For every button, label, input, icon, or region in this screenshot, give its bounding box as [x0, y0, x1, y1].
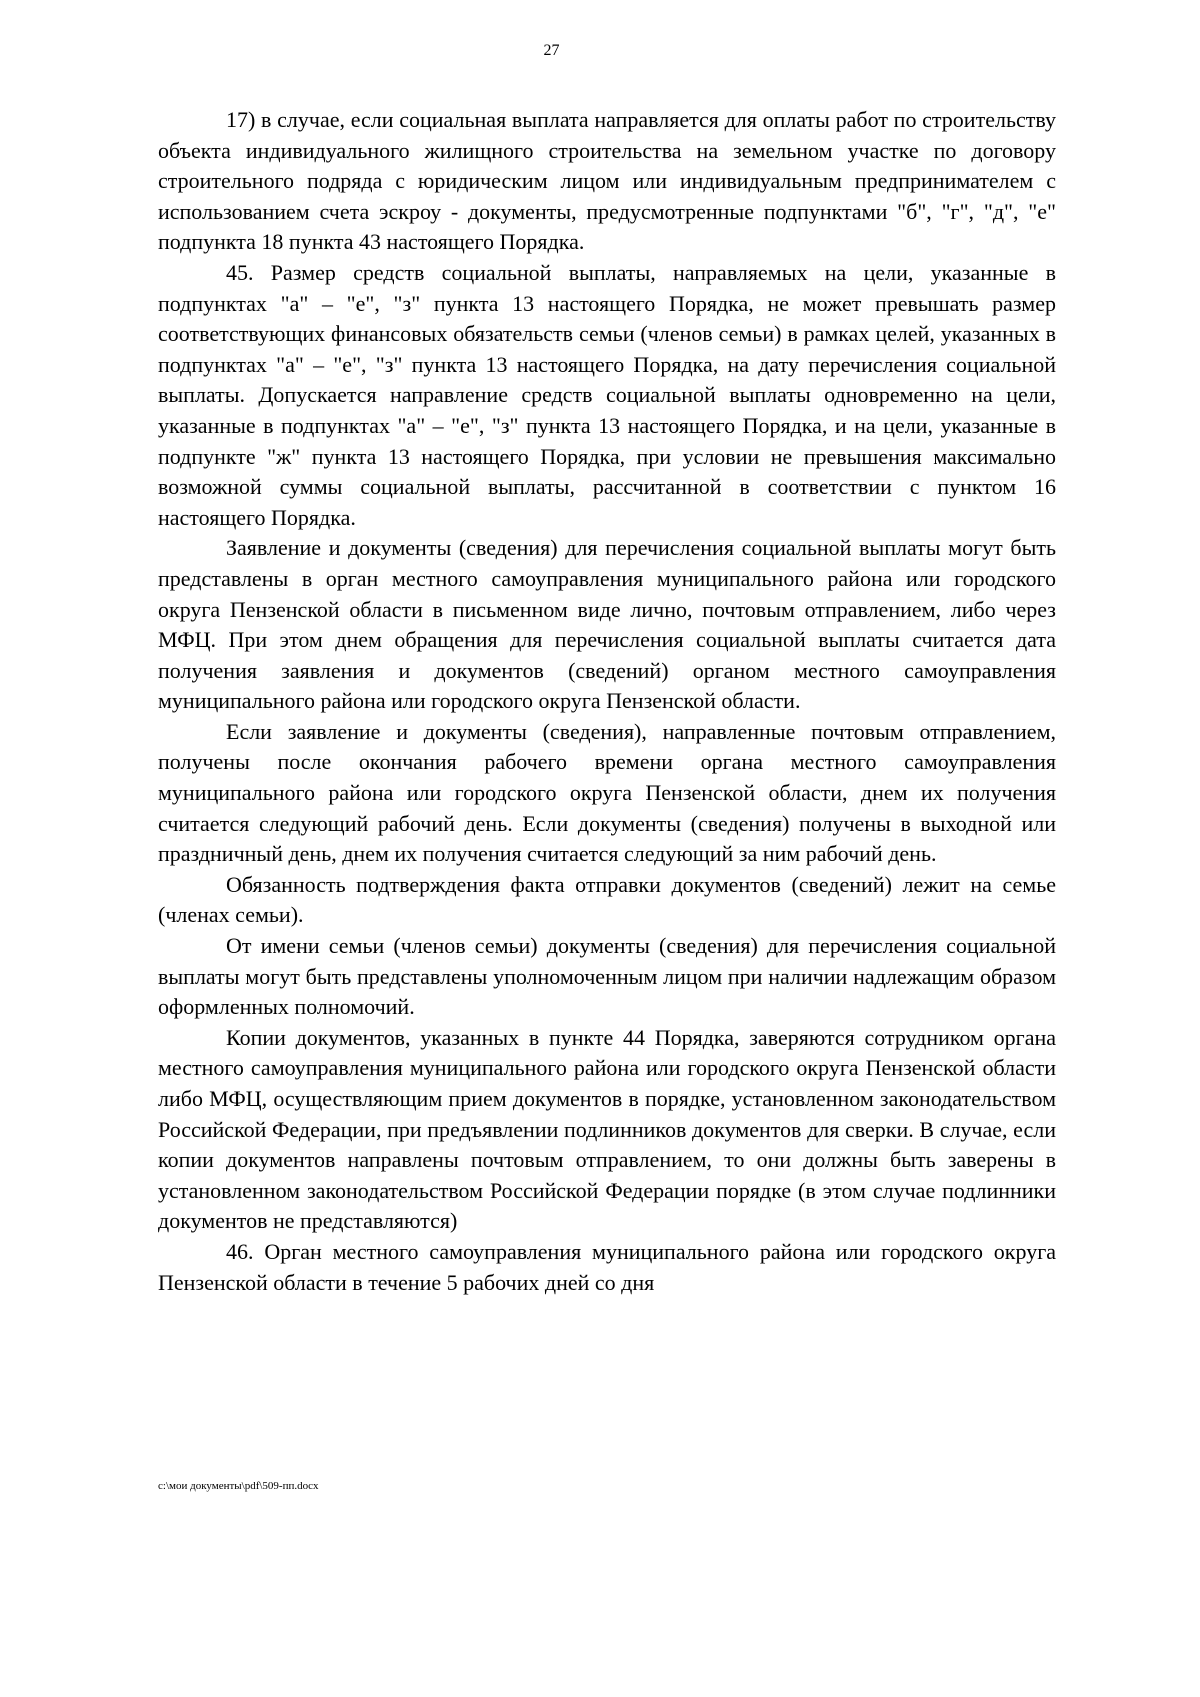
footer-file-path: c:\мои документы\pdf\509-пп.docx [158, 1480, 319, 1492]
paragraph-application-submission: Заявление и документы (сведения) для перечисления социальной выплаты могут быть представлены в орган местного самоуправления муниципального района или городского округа Пензенской области в письменном виде лично, почтовым отправлением, либо через МФЦ. При этом днем обращения для перечисления социальной выплаты считается дата получения заявления и документов (сведений) органом местного самоуправления муниципального района или городского округа Пензенской области. [158, 535, 1056, 714]
page-number: 27 [543, 42, 560, 59]
paragraph-point-46: 46. Орган местного самоуправления муниципального района или городского округа Пензенской области в течение 5 рабочих дней со дня [158, 1238, 1056, 1295]
paragraph-proof-of-sending: Обязанность подтверждения факта отправки документов (сведений) лежит на семье (членах семьи). [158, 871, 1056, 928]
paragraph-point-45: 45. Размер средств социальной выплаты, направляемых на цели, указанные в подпунктах "а" – "е", "з" пункта 13 настоящего Порядка, не может превышать размер соответствующих финансовых обязательств семьи (членов семьи) в рамках целей, указанных в подпунктах "а" – "е", "з" пункта 13 настоящего Порядка, на дату перечисления социальной выплаты. Допускается направление средств социальной выплаты одновременно на цели, указанные в подпунктах "а" – "е", "з" пункта 13 настоящего Порядка, и на цели, указанные в подпункте "ж" пункта 13 настоящего Порядка, при условии не превышения максимально возможной суммы социальной выплаты, рассчитанной в соответствии с пунктом 16 настоящего Порядка. [158, 259, 1056, 530]
paragraph-postal-receipt: Если заявление и документы (сведения), направленные почтовым отправлением, получены после окончания рабочего времени органа местного самоуправления муниципального района или городского округа Пензенской области, днем их получения считается следующий рабочий день. Если документы (сведения) получены в выходной или праздничный день, днем их получения считается следующий за ним рабочий день. [158, 718, 1056, 867]
paragraph-item-17: 17) в случае, если социальная выплата направляется для оплаты работ по строительству объекта индивидуального жилищного строительства на земельном участке по договору строительного подряда с юридическим лицом или индивидуальным предпринимателем с использованием счета эскроу - документы, предусмотренные подпунктами "б", "г", "д", "е" подпункта 18 пункта 43 настоящего Порядка. [158, 107, 1056, 255]
document-body [158, 105, 1056, 1298]
paragraph-authorized-person: От имени семьи (членов семьи) документы (сведения) для перечисления социальной выплаты могут быть представлены уполномоченным лицом при наличии надлежащим образом оформленных полномочий. [158, 933, 1056, 1020]
paragraph-document-copies: Копии документов, указанных в пункте 44 Порядка, заверяются сотрудником органа местного самоуправления муниципального района или городского округа Пензенской области либо МФЦ, осуществляющим прием документов в порядке, установленном законодательством Российской Федерации, при предъявлении подлинников документов для сверки. В случае, если копии документов направлены почтовым отправлением, то они должны быть заверены в установленном законодательством Российской Федерации порядке (в этом случае подлинники документов не представляются) [158, 1024, 1056, 1234]
